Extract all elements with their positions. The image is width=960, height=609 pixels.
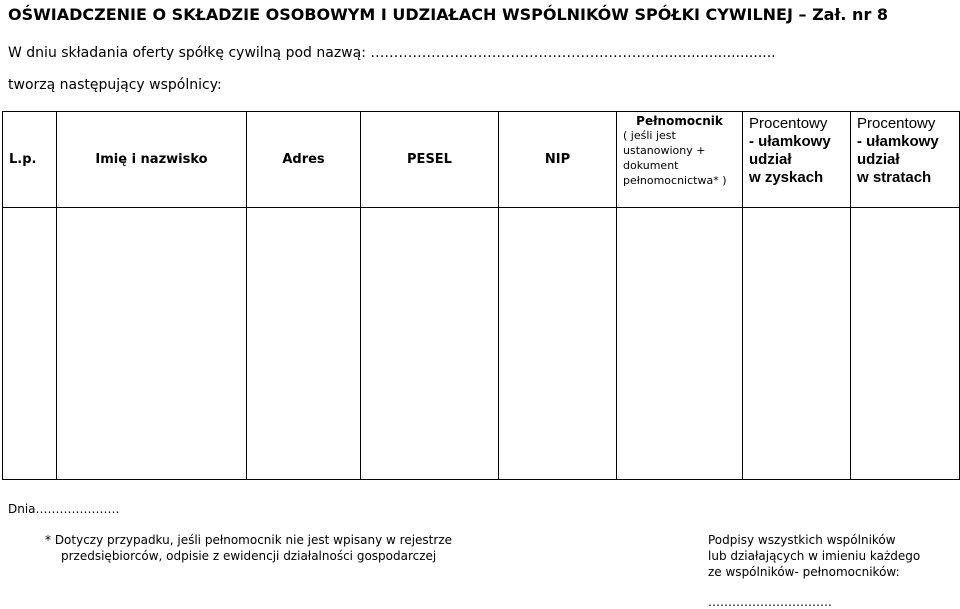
proxy-title: Pełnomocnik xyxy=(636,114,723,128)
proxy-note-3: dokument xyxy=(623,159,679,172)
cell-profit-share[interactable] xyxy=(743,208,851,480)
col-address: Adres xyxy=(247,112,361,208)
cell-address[interactable] xyxy=(247,208,361,480)
cell-proxy[interactable] xyxy=(617,208,743,480)
footnote xyxy=(45,532,452,564)
cell-lp[interactable] xyxy=(3,208,57,480)
col-nip: NIP xyxy=(499,112,617,208)
signature-line-3: ze wspólników- pełnomocników: xyxy=(708,565,900,579)
signature-line-2: lub działających w imieniu każdego xyxy=(708,549,921,563)
footnote-line-2: przedsiębiorców, odpisie z ewidencji działalności gospodarczej xyxy=(61,549,437,563)
signature-dots: …………………………. xyxy=(708,595,832,609)
profit-line-1: - ułamkowy xyxy=(749,133,831,150)
cell-loss-share[interactable] xyxy=(851,208,960,480)
col-pesel: PESEL xyxy=(361,112,499,208)
date-line: Dnia………………… xyxy=(8,502,120,516)
footnote-line-1: * Dotyczy przypadku, jeśli pełnomocnik nie jest wpisany w rejestrze xyxy=(45,533,452,547)
profit-word: Procentowy xyxy=(749,115,828,132)
col-loss-share xyxy=(851,112,960,208)
loss-line-3: w stratach xyxy=(857,169,932,186)
table-header-row xyxy=(3,112,960,208)
table-row xyxy=(3,208,960,480)
profit-line-2: udział xyxy=(749,151,792,168)
document-title: OŚWIADCZENIE O SKŁADZIE OSOBOWYM I UDZIAŁACH WSPÓLNIKÓW SPÓŁKI CYWILNEJ – Zał. nr 8 xyxy=(8,5,889,24)
loss-word: Procentowy xyxy=(857,115,936,132)
signature-block xyxy=(708,532,920,580)
partners-intro: tworzą następujący wspólnicy: xyxy=(8,77,222,93)
loss-line-1: - ułamkowy xyxy=(857,133,939,150)
proxy-note-4: pełnomocnictwa* ) xyxy=(623,174,727,187)
profit-line-3: w zyskach xyxy=(749,169,824,186)
col-name: Imię i nazwisko xyxy=(57,112,247,208)
proxy-note-2: ustanowiony + xyxy=(623,144,706,157)
col-profit-share xyxy=(743,112,851,208)
cell-name[interactable] xyxy=(57,208,247,480)
col-lp: L.p. xyxy=(3,112,57,208)
loss-line-2: udział xyxy=(857,151,900,168)
col-proxy xyxy=(617,112,743,208)
cell-pesel[interactable] xyxy=(361,208,499,480)
partners-table xyxy=(2,111,960,480)
cell-nip[interactable] xyxy=(499,208,617,480)
proxy-note-1: ( jeśli jest xyxy=(623,129,676,142)
signature-line-1: Podpisy wszystkich wspólników xyxy=(708,533,896,547)
company-name-line: W dniu składania oferty spółkę cywilną pod nazwą: ………………………………………………………......................... xyxy=(8,45,776,61)
